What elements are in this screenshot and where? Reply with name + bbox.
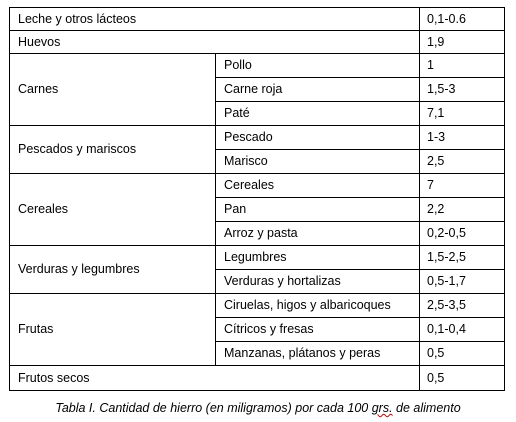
value-cell: 0,1-0,4: [420, 318, 505, 342]
item-cell: Cítricos y fresas: [216, 318, 420, 342]
value-cell: 2,5: [420, 150, 505, 174]
item-cell: Pan: [216, 198, 420, 222]
item-cell: Carne roja: [216, 78, 420, 102]
table-row: [10, 31, 505, 54]
value-cell: 1-3: [420, 126, 505, 150]
value-cell: 1: [420, 54, 505, 78]
category-cell: Huevos: [10, 31, 420, 54]
category-cell: Pescados y mariscos: [10, 126, 216, 174]
category-cell: Leche y otros lácteos: [10, 8, 420, 31]
table-row: [10, 174, 505, 198]
value-cell: 7: [420, 174, 505, 198]
value-cell: 1,5-2,5: [420, 246, 505, 270]
iron-content-table: [9, 7, 505, 391]
item-cell: Manzanas, plátanos y peras: [216, 342, 420, 366]
item-cell: Arroz y pasta: [216, 222, 420, 246]
category-cell: Cereales: [10, 174, 216, 246]
value-cell: 0,1-0.6: [420, 8, 505, 31]
item-cell: Legumbres: [216, 246, 420, 270]
value-cell: 7,1: [420, 102, 505, 126]
category-cell: Carnes: [10, 54, 216, 126]
table-row: [10, 246, 505, 270]
item-cell: Pollo: [216, 54, 420, 78]
value-cell: 1,9: [420, 31, 505, 54]
caption-text-end: de alimento: [392, 401, 461, 415]
item-cell: Marisco: [216, 150, 420, 174]
value-cell: 0,5: [420, 366, 505, 391]
table-caption: [0, 401, 516, 415]
table-row: [10, 366, 505, 391]
table-row: [10, 54, 505, 78]
caption-text-start: Tabla I. Cantidad de hierro (en miligramos) por cada 100: [55, 401, 372, 415]
category-cell: Verduras y legumbres: [10, 246, 216, 294]
value-cell: 2,2: [420, 198, 505, 222]
table-row: [10, 8, 505, 31]
table-row: [10, 126, 505, 150]
iron-content-table-wrapper: [9, 7, 504, 391]
value-cell: 1,5-3: [420, 78, 505, 102]
value-cell: 0,5-1,7: [420, 270, 505, 294]
item-cell: Paté: [216, 102, 420, 126]
value-cell: 0,5: [420, 342, 505, 366]
item-cell: Verduras y hortalizas: [216, 270, 420, 294]
item-cell: Cereales: [216, 174, 420, 198]
category-cell: Frutas: [10, 294, 216, 366]
item-cell: Pescado: [216, 126, 420, 150]
item-cell: Ciruelas, higos y albaricoques: [216, 294, 420, 318]
table-row: [10, 294, 505, 318]
value-cell: 2,5-3,5: [420, 294, 505, 318]
category-cell: Frutos secos: [10, 366, 420, 391]
value-cell: 0,2-0,5: [420, 222, 505, 246]
caption-unit-underlined: grs.: [371, 401, 393, 415]
